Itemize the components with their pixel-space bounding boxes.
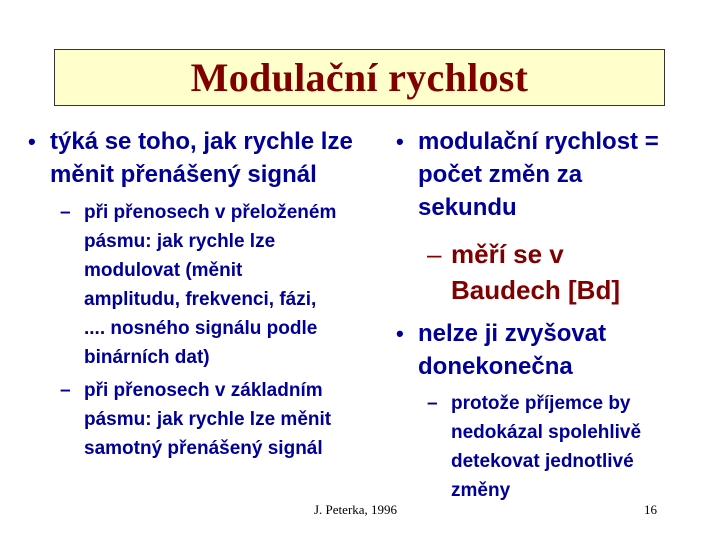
- text-line: pásmu: jak rychle lze: [84, 231, 276, 252]
- text-line: počet změn za: [418, 161, 583, 188]
- right-bullet-1: [396, 125, 659, 224]
- text-line: modulační rychlost =: [418, 128, 659, 155]
- text-line: Baudech [Bd]: [451, 275, 620, 305]
- dash-marker: –: [60, 380, 71, 401]
- left-sub-bullet-1: [60, 198, 337, 372]
- text-line: při přenosech v přeloženém: [84, 202, 337, 223]
- text-line: donekonečna: [418, 353, 573, 380]
- text-line: změny: [451, 480, 511, 501]
- text-line: amplitudu, frekvenci, fázi,: [84, 289, 317, 310]
- text-line: sekundu: [418, 194, 517, 221]
- text-line: měří se v: [451, 239, 564, 269]
- text-line: týká se toho, jak rychle lze: [50, 128, 353, 155]
- slide-title-box: [54, 49, 665, 106]
- text-line: nedokázal spolehlivě: [451, 422, 642, 443]
- dash-marker: –: [427, 239, 442, 269]
- text-line: protože příjemce by: [451, 393, 631, 414]
- text-line: nelze ji zvyšovat: [418, 320, 607, 347]
- text-line: při přenosech v základním: [84, 380, 323, 401]
- page-number: 16: [644, 502, 657, 517]
- footer-author: J. Peterka, 1996: [314, 502, 398, 517]
- text-line: binárních dat): [84, 347, 210, 368]
- dash-marker: –: [60, 202, 71, 223]
- text-line: pásmu: jak rychle lze měnit: [84, 409, 332, 430]
- text-line: detekovat jednotlivé: [451, 451, 634, 472]
- text-line: samotný přenášený signál: [84, 438, 323, 459]
- bullet-marker: •: [396, 321, 404, 346]
- bullet-marker: •: [396, 129, 404, 154]
- slide-title: Modulační rychlost: [190, 55, 529, 100]
- text-line: měnit přenášený signál: [50, 161, 317, 188]
- bullet-marker: •: [28, 129, 36, 154]
- text-line: .... nosného signálu podle: [84, 318, 318, 339]
- text-line: modulovat (měnit: [84, 260, 243, 281]
- left-bullet: [28, 125, 353, 191]
- right-sub-bullet-1: [427, 236, 620, 308]
- dash-marker: –: [427, 393, 438, 414]
- right-sub-bullet-2: [427, 389, 642, 505]
- right-bullet-2: [396, 317, 607, 383]
- left-sub-bullet-2: [60, 376, 332, 463]
